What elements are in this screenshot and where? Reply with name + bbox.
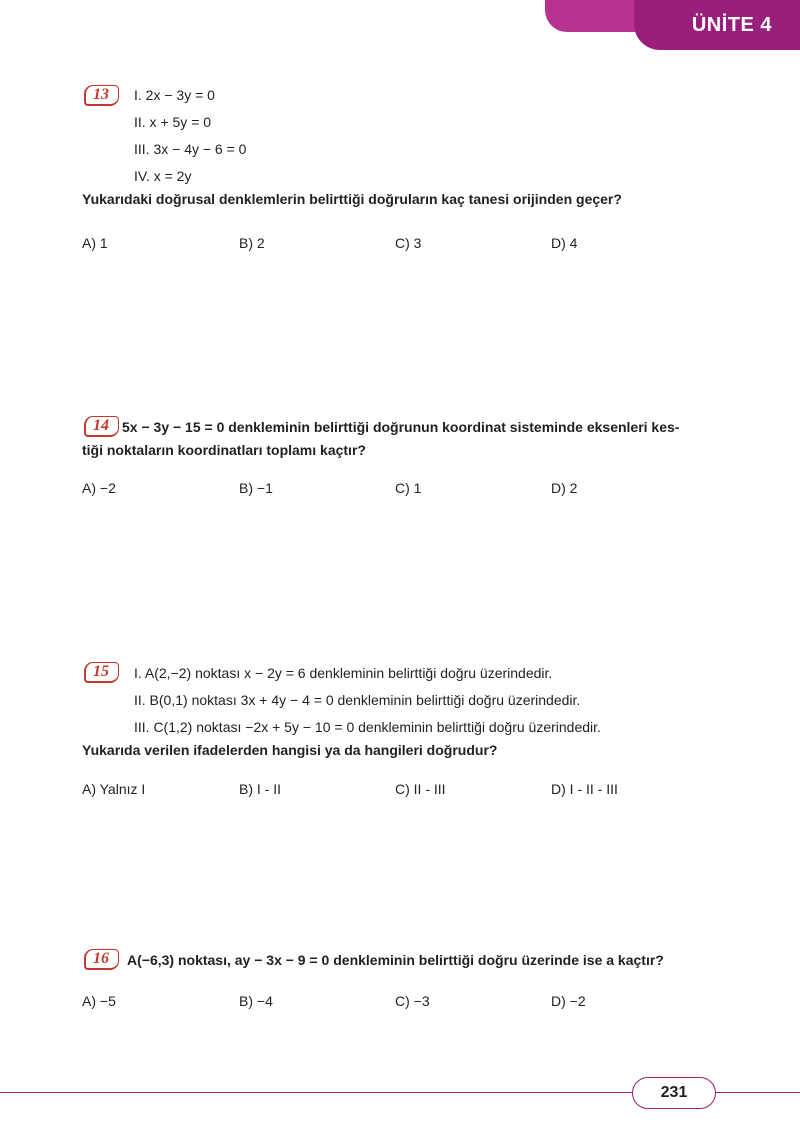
- question-number-14: 14: [84, 416, 118, 436]
- q14-option-d[interactable]: D) 2: [551, 480, 578, 496]
- q13-option-b[interactable]: B) 2: [239, 235, 265, 251]
- q14-option-a[interactable]: A) −2: [82, 480, 116, 496]
- q15-option-c[interactable]: C) II - III: [395, 781, 446, 797]
- page-number: 231: [632, 1077, 716, 1109]
- q16-option-a[interactable]: A) −5: [82, 993, 116, 1009]
- unit-banner: [634, 0, 800, 50]
- q16-option-c[interactable]: C) −3: [395, 993, 430, 1009]
- q13-item-2: II. x + 5y = 0: [134, 114, 212, 130]
- q15-item-3: III. C(1,2) noktası −2x + 5y − 10 = 0 denkleminin belirttiği doğru üzerindedir.: [134, 719, 601, 735]
- footer-rule-right: [714, 1092, 800, 1093]
- q13-option-c[interactable]: C) 3: [395, 235, 422, 251]
- q15-item-1: I. A(2,−2) noktası x − 2y = 6 denkleminin belirttiği doğru üzerindedir.: [134, 665, 553, 681]
- q13-item-1: I. 2x − 3y = 0: [134, 87, 215, 103]
- q13-item-4: IV. x = 2y: [134, 168, 192, 184]
- q15-option-a[interactable]: A) Yalnız I: [82, 781, 146, 797]
- q15-stem: Yukarıda verilen ifadelerden hangisi ya da hangileri doğrudur?: [82, 742, 498, 758]
- q13-stem: Yukarıdaki doğrusal denklemlerin belirttiği doğruların kaç tanesi orijinden geçer?: [82, 191, 622, 207]
- unit-label: ÜNİTE 4: [691, 14, 772, 36]
- q14-stem-line-2: tiği noktaların koordinatları toplamı kaçtır?: [82, 442, 366, 458]
- q16-option-b[interactable]: B) −4: [239, 993, 273, 1009]
- q14-stem-line-1: 5x − 3y − 15 = 0 denkleminin belirttiği doğrunun koordinat sisteminde eksenleri kes-: [122, 419, 680, 435]
- question-number-16: 16: [84, 949, 118, 969]
- q15-option-b[interactable]: B) I - II: [239, 781, 281, 797]
- q16-option-d[interactable]: D) −2: [551, 993, 586, 1009]
- q13-option-a[interactable]: A) 1: [82, 235, 108, 251]
- q13-item-3: III. 3x − 4y − 6 = 0: [134, 141, 247, 157]
- footer-rule-left: [0, 1092, 634, 1093]
- q14-option-b[interactable]: B) −1: [239, 480, 273, 496]
- question-number-13: 13: [84, 85, 118, 105]
- q13-option-d[interactable]: D) 4: [551, 235, 578, 251]
- q16-stem: A(−6,3) noktası, ay − 3x − 9 = 0 denkleminin belirttiği doğru üzerinde ise a kaçtır?: [127, 952, 664, 968]
- q15-option-d[interactable]: D) I - II - III: [551, 781, 618, 797]
- question-number-15: 15: [84, 662, 118, 682]
- q14-option-c[interactable]: C) 1: [395, 480, 422, 496]
- q15-item-2: II. B(0,1) noktası 3x + 4y − 4 = 0 denkleminin belirttiği doğru üzerindedir.: [134, 692, 581, 708]
